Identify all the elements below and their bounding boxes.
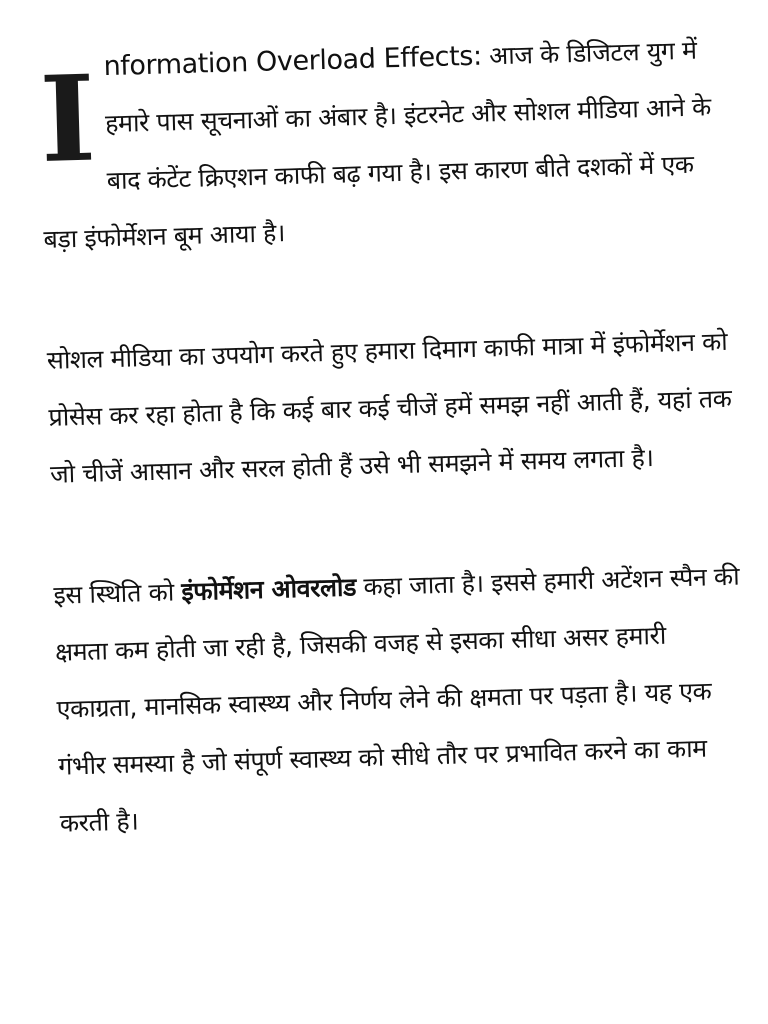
article-body: [38, 21, 750, 852]
paragraph-1: [38, 21, 734, 268]
paragraph-2: [46, 313, 741, 503]
drop-cap: I: [38, 48, 97, 189]
paragraph-3-text-before: इस स्थिति को: [53, 577, 175, 610]
highlight-term: इंफोर्मेशन ओवरलोड: [180, 572, 357, 607]
paragraph-3: [53, 548, 751, 852]
paragraph-2-text: सोशल मीडिया का उपयोग करते हुए हमारा दिमाग काफी मात्रा में इंफोर्मेशन को प्रोसेस कर रहा होता है कि कई बार कई चीजें हमें समझ नहीं आती हैं, यहां तक जो चीजें आसान और सरल होती हैं उसे भी समझने में समय लगता है।: [46, 326, 732, 489]
section-title: nformation Overload Effects:: [103, 40, 483, 83]
paragraph-1-text: आज के डिजिटल युग में हमारे पास सूचनाओं का अंबार है। इंटरनेट और सोशल मीडिया आने के बाद कंटेंट क्रिएशन काफी बढ़ गया है। इस कारण बीते दशकों में एक बड़ा इंफोर्मेशन बूम आया है।: [43, 35, 712, 254]
paragraph-3-text-after: कहा जाता है। इससे हमारी अटेंशन स्पैन की क्षमता कम होती जा रही है, जिसकी वजह से इसका सीधा असर हमारी एकाग्रता, मानसिक स्वास्थ्य और निर्णय लेने की क्षमता पर पड़ता है। यह एक गंभीर समस्या है जो संपूर्ण स्वास्थ्य को सीधे तौर पर प्रभावित करने का काम करती है।: [54, 561, 740, 838]
